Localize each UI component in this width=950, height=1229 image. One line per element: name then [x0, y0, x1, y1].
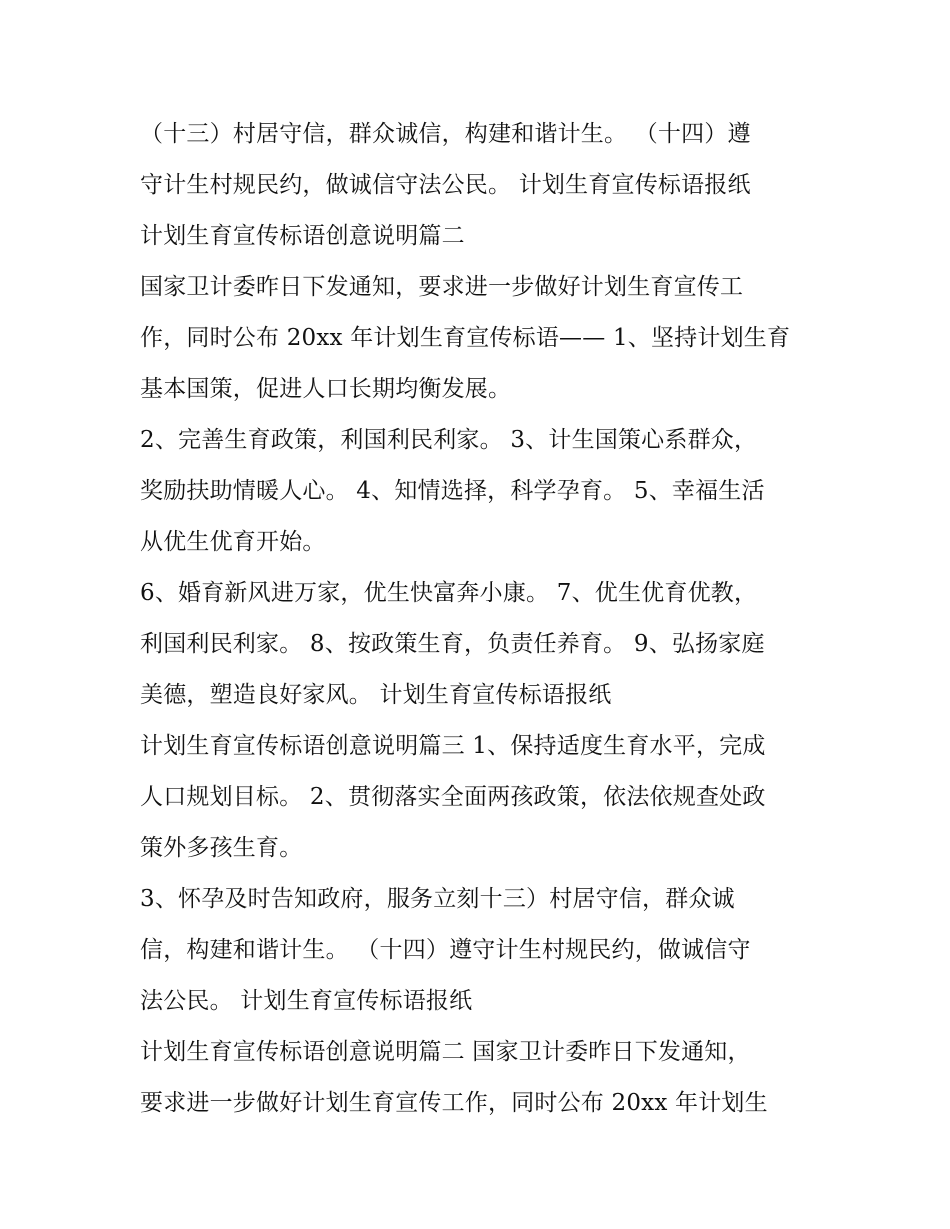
text-line: 策外多孩生育。	[140, 835, 303, 861]
text-line: 信，构建和谐计生。 （十四）遵守计生村规民约，做诚信守	[140, 937, 751, 963]
text-line: 从优生优育开始。	[140, 529, 326, 555]
text-line: 作，同时公布 20xx 年计划生育宣传标语—— 1、坚持计划生育	[140, 325, 791, 351]
text-line: 计划生育宣传标语创意说明篇三 1、保持适度生育水平，完成	[140, 733, 766, 759]
text-line: （十三）村居守信，群众诚信，构建和谐计生。 （十四）遵	[140, 121, 751, 147]
text-line: 国家卫计委昨日下发通知，要求进一步做好计划生育宣传工	[140, 274, 744, 300]
text-line: 6、婚育新风进万家，优生快富奔小康。 7、优生优育优教，	[140, 580, 758, 606]
text-line: 守计生村规民约，做诚信守法公民。 计划生育宣传标语报纸	[140, 172, 751, 198]
text-line: 3、怀孕及时告知政府，服务立刻十三）村居守信，群众诚	[140, 886, 735, 912]
text-line: 美德，塑造良好家风。 计划生育宣传标语报纸	[140, 682, 612, 708]
text-line: 要求进一步做好计划生育宣传工作，同时公布 20xx 年计划生	[140, 1090, 768, 1116]
text-line: 基本国策，促进人口长期均衡发展。	[140, 376, 512, 402]
text-line: 2、完善生育政策，利国利民利家。 3、计生国策心系群众，	[140, 427, 758, 453]
text-line: 计划生育宣传标语创意说明篇二	[140, 223, 465, 249]
text-line: 利国利民利家。 8、按政策生育，负责任养育。 9、弘扬家庭	[140, 631, 765, 657]
text-line: 奖励扶助情暖人心。 4、知情选择，科学孕育。 5、幸福生活	[140, 478, 765, 504]
document-body	[140, 109, 820, 1129]
text-line: 人口规划目标。 2、贯彻落实全面两孩政策，依法依规查处政	[140, 784, 766, 810]
text-line: 计划生育宣传标语创意说明篇二 国家卫计委昨日下发通知，	[140, 1039, 751, 1065]
text-line: 法公民。 计划生育宣传标语报纸	[140, 988, 473, 1014]
